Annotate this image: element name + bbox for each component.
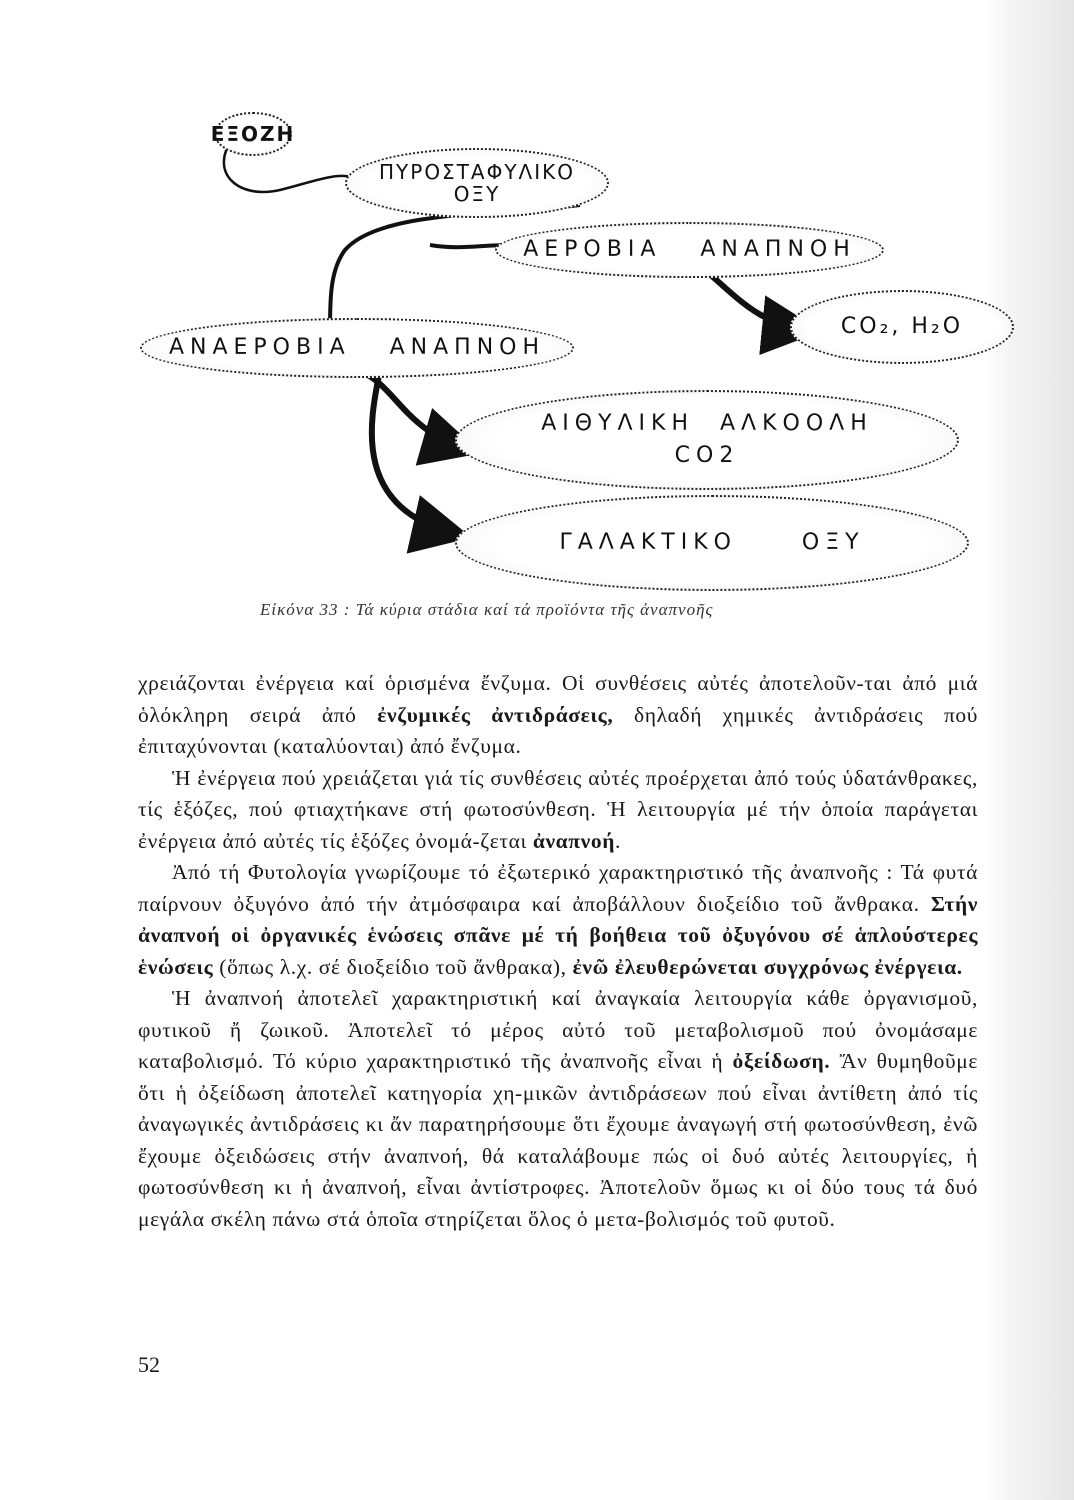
paragraph-3	[138, 857, 978, 983]
p4-text-c: Ἄν θυμηθοῦμε ὅτι ἡ ὀξείδωση ἀποτελεῖ κατηγορία χη-μικῶν ἀντιδράσεων πού εἶναι ἀντίθετη ἀπό τίς ἀναγωγικές ἀντιδράσεις κι ἄν παρατηρήσουμε ὅτι ἔχουμε ἀναγωγή στή φωτοσύνθεση, ἐνῶ ἔχουμε ὀξειδώσεις στήν ἀναπνοή, θά καταλάβουμε πώς οἱ δυό αὐτές λειτουργίες, ἡ φωτοσύνθεση κι ἡ ἀναπνοή, εἶναι ἀντίστροφες. Ἀποτελοῦν ὅμως κι οἱ δύο τους τά δυό μεγάλα σκέλη πάνω στά ὁποῖα στηρίζεται ὅλος ὁ μετα-βολισμός τοῦ φυτοῦ.	[138, 1049, 978, 1231]
p2-text-c: .	[615, 828, 622, 853]
paragraph-4	[138, 983, 978, 1235]
node-lactic	[455, 495, 969, 591]
p4-bold: ὀξείδωση.	[732, 1049, 831, 1073]
p1-text-c: δηλαδή χημικές ἀντιδράσεις πού ἐπιταχύνονται (καταλύονται) ἀπό ἔνζυμα.	[138, 702, 978, 758]
node-anaerobic-label: ΑΝΑΕΡΟΒΙΑ ΑΝΑΠΝΟΗ	[168, 334, 546, 360]
p2-bold: ἀναπνοή	[532, 828, 616, 853]
node-exozi	[210, 112, 296, 156]
paragraph-1	[138, 668, 978, 763]
respiration-diagram	[0, 0, 1074, 600]
node-alcohol-line2: CO2	[674, 443, 740, 468]
node-pyruvate-line2: ΟΞΥ	[453, 182, 501, 206]
node-pyruvate	[345, 148, 609, 218]
node-lactic-label: ΓΑΛΑΚΤΙΚΟ ΟΞΥ	[559, 529, 865, 555]
p1-bold: ἐνζυμικές ἀντιδράσεις,	[377, 702, 614, 727]
figure-caption: Εἰκόνα 33 : Τά κύρια στάδια καί τά προϊόντα τῆς ἀναπνοῆς	[260, 600, 714, 619]
p2-text-a: Ἡ ἐνέργεια πού χρειάζεται γιά τίς συνθέσεις αὐτές προέρχεται ἀπό τούς ὑδατάνθρακες, τίς ἑξόζες, πού φτιαχτήκανε στή φωτοσύνθεση. Ἡ λειτουργία μέ τήν ὁποία παράγεται ἐνέργεια ἀπό αὐτές τίς ἑξόζες ὀνομά-ζεται	[138, 765, 978, 853]
p3-bold-2: ἐνῶ ἐλευθερώνεται συγχρόνως ἐνέργεια.	[572, 954, 963, 979]
node-alcohol-line1: ΑΙΘΥΛΙΚΗ ΑΛΚΟΟΛΗ	[541, 410, 873, 436]
page-number: 52	[138, 1352, 160, 1377]
node-aerobic-label: ΑΕΡΟΒΙΑ ΑΝΑΠΝΟΗ	[523, 236, 856, 262]
p3-bold-1: Στήν ἀναπνοή οἱ ὀργανικές ἑνώσεις σπᾶνε μέ τή βοήθεια τοῦ ὀξυγόνου σέ ἁπλούστερες ἑνώσεις	[138, 891, 978, 979]
node-pyruvate-line1: ΠΥΡΟΣΤΑΦΥΛΙΚΟ	[379, 160, 575, 184]
body-text	[138, 668, 978, 1235]
arrow-anaerobic-to-lactic	[372, 370, 460, 535]
node-exozi-label: ΕΞΟΖΗ	[210, 122, 296, 146]
p3-text-c: (ὅπως λ.χ. σέ διοξείδιο τοῦ ἄνθρακα),	[213, 954, 573, 979]
node-aerobic-products-label: CO₂, H₂O	[840, 313, 964, 339]
p3-text-a: Ἀπό τή Φυτολογία γνωρίζουμε τό ἐξωτερικό χαρακτηριστικό τῆς ἀναπνοῆς : Τά φυτά παίρνουν ὀξυγόνο ἀπό τήν ἀτμόσφαιρα καί ἀποβάλλουν διοξείδιο τοῦ ἄνθρακα.	[138, 860, 978, 916]
node-anaerobic	[140, 318, 574, 378]
p1-text-a: χρειάζονται ἐνέργεια καί ὁρισμένα ἔνζυμα. Οἱ συνθέσεις αὐτές ἀποτελοῦν-ται ἀπό μιά ὁλόκληρη σειρά ἀπό	[138, 671, 978, 727]
node-aerobic	[495, 222, 884, 278]
node-aerobic-products	[790, 290, 1014, 364]
p4-text-a: Ἡ ἀναπνοή ἀποτελεῖ χαρακτηριστική καί ἀναγκαία λειτουργία κάθε ὀργανισμοῦ, φυτικοῦ ἤ ζωικοῦ. Ἀποτελεῖ τό μέρος αὐτό τοῦ μεταβολισμοῦ πού ὀνομάσαμε καταβολισμό. Τό κύριο χαρακτηριστικό τῆς ἀναπνοῆς εἶναι ἡ	[138, 986, 978, 1073]
paragraph-2	[138, 763, 978, 858]
node-alcohol	[455, 390, 959, 490]
